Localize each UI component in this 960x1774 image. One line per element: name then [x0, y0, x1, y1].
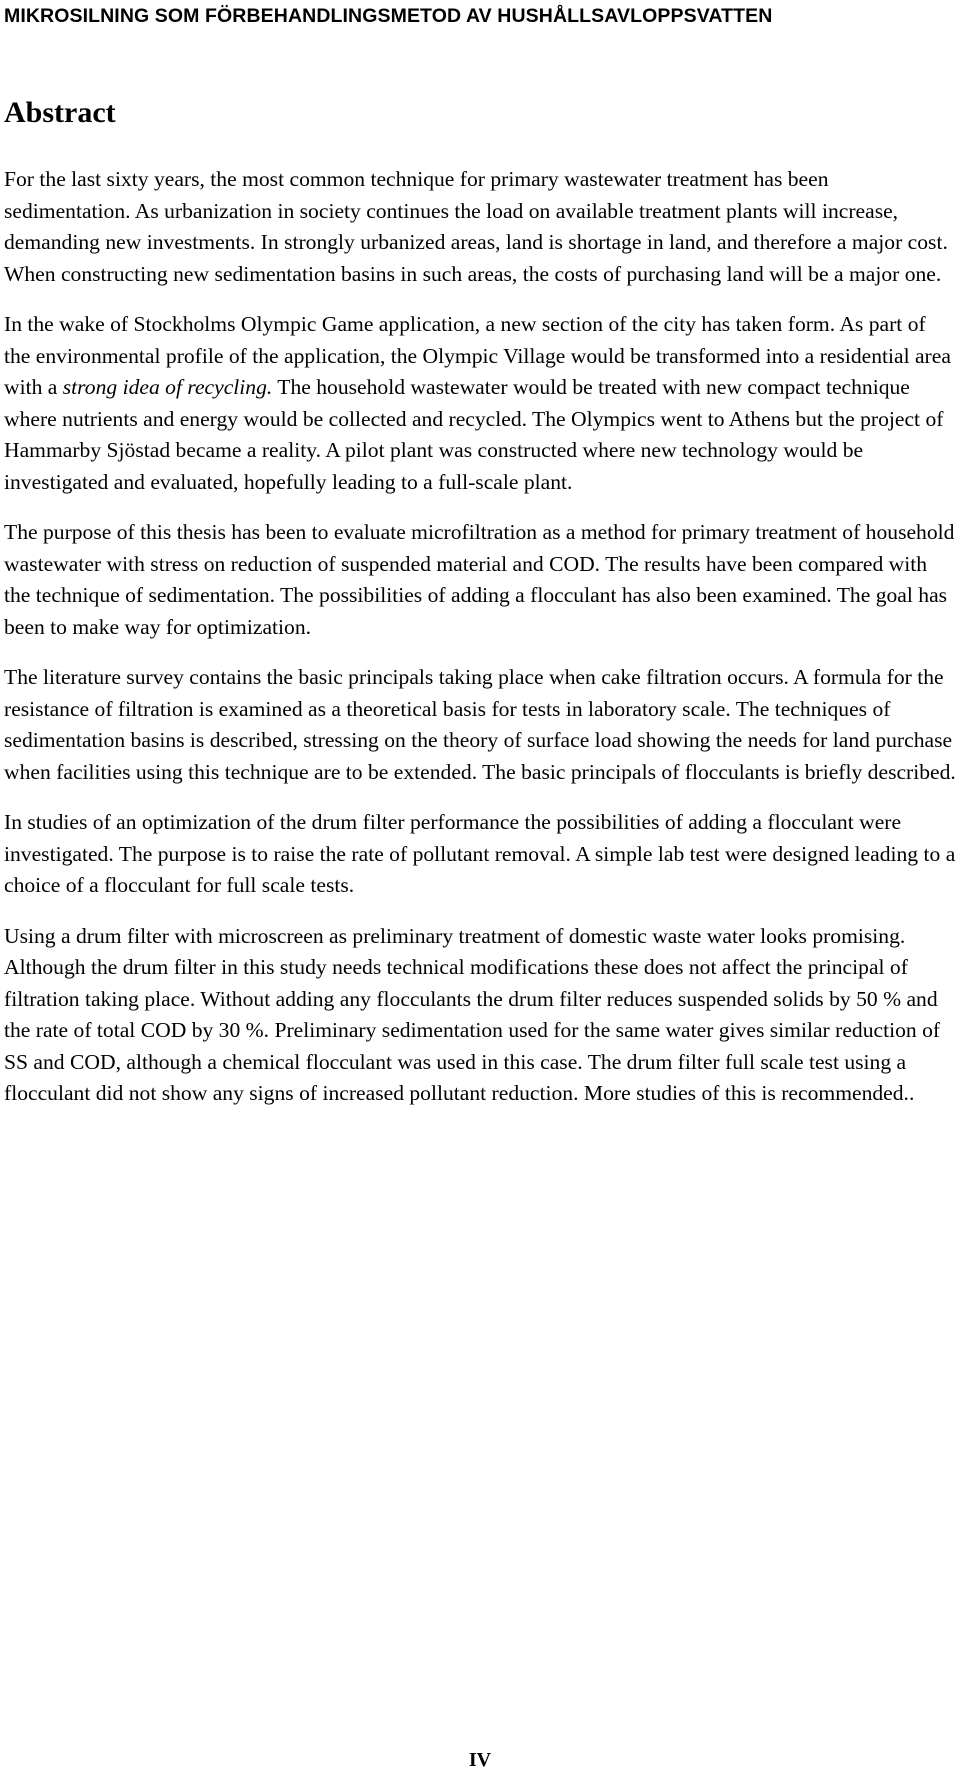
running-header: MIKROSILNING SOM FÖRBEHANDLINGSMETOD AV HUSHÅLLSAVLOPPSVATTEN [4, 5, 773, 27]
abstract-body [4, 164, 956, 1129]
paragraph-3: The purpose of this thesis has been to evaluate microfiltration as a method for primary treatment of household wastewater with stress on reduction of suspended material and COD. The results have been compared with the technique of sedimentation. The possibilities of adding a flocculant has also been examined. The goal has been to make way for optimization. [4, 520, 955, 639]
paragraph-2-italic-phrase: strong idea of recycling. [62, 375, 273, 399]
page-number: IV [468, 1749, 492, 1771]
paragraph-6: Using a drum filter with microscreen as preliminary treatment of domestic waste water looks promising. Although the drum filter in this study needs technical modifications these does not affect the principal of filtration taking place. Without adding any flocculants the drum filter reduces suspended solids by 50 % and the rate of total COD by 30 %. Preliminary sedimentation used for the same water gives similar reduction of SS and COD, although a chemical flocculant was used in this case. The drum filter full scale test using a flocculant did not show any signs of increased pollutant reduction. More studies of this is recommended.. [4, 923, 941, 1105]
paragraph-5: In studies of an optimization of the drum filter performance the possibilities of adding a flocculant were investigated. The purpose is to raise the rate of pollutant removal. A simple lab test were designed leading to a choice of a flocculant for full scale tests. [4, 810, 956, 897]
paragraph-1: For the last sixty years, the most common technique for primary wastewater treatment has been sedimentation. As urbanization in society continues the load on available treatment plants will increase, demanding new investments. In strongly urbanized areas, land is shortage in land, and therefore a major cost. When constructing new sedimentation basins in such areas, the costs of purchasing land will be a major one. [4, 167, 948, 286]
paragraph-4: The literature survey contains the basic principals taking place when cake filtration occurs. A formula for the resistance of filtration is examined as a theoretical basis for tests in laboratory scale. The techniques of sedimentation basins is described, stressing on the theory of surface load showing the needs for land purchase when facilities using this technique are to be extended. The basic principals of flocculants is briefly described. [4, 665, 956, 784]
section-title: Abstract [4, 96, 116, 129]
paragraph-2-text-after: The household wastewater would be treated with new compact technique where nutrients and energy would be collected and recycled. The Olympics went to Athens but the project of Hammarby Sjöstad became a reality. A pilot plant was constructed where new technology would be investigated and evaluated, hopefully leading to a full-scale plant. [4, 375, 944, 494]
paragraph-2 [4, 309, 956, 498]
paragraph-2-text-before: In the wake of Stockholms Olympic Game application, a new section of the city has taken form. As part of the environmental profile of the application, the Olympic Village would be transformed into a residential area with a [4, 312, 951, 399]
